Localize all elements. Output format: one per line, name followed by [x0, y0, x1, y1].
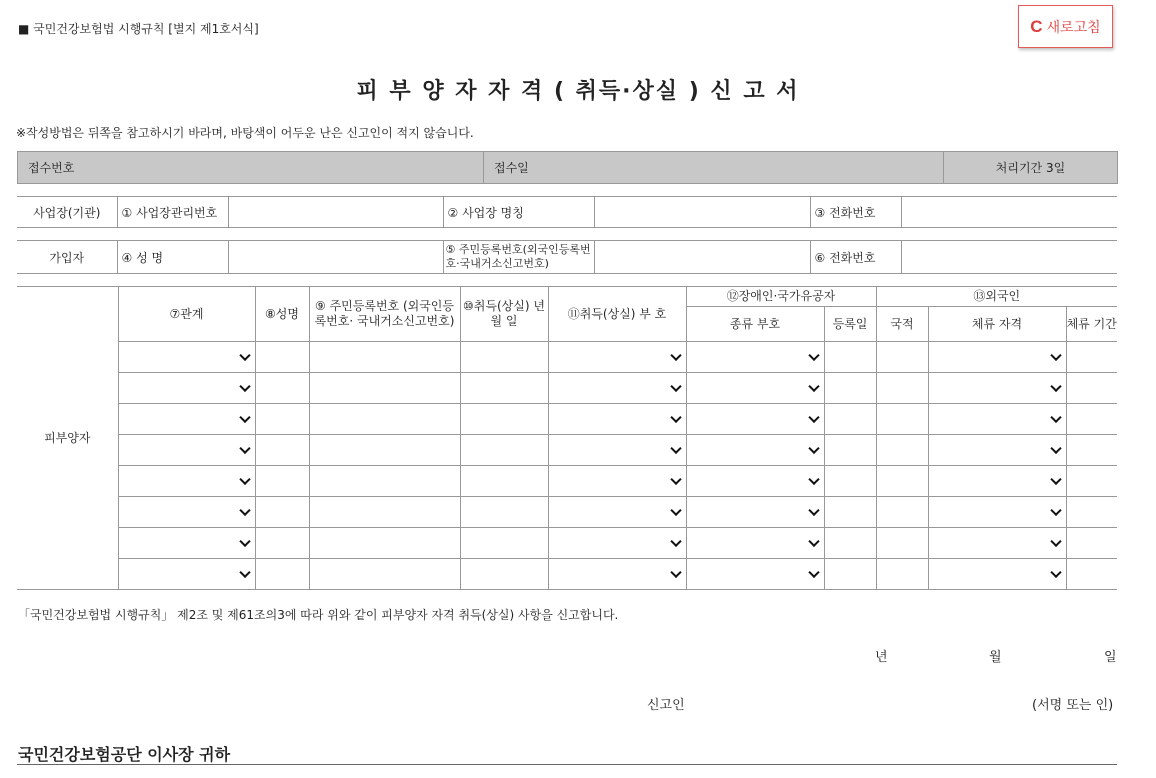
dependent-stay-period-field[interactable] [1066, 342, 1117, 373]
chevron-down-icon [239, 474, 250, 485]
dependent-rrn-field[interactable] [309, 559, 460, 590]
dependent-nationality-field[interactable] [876, 404, 928, 435]
chevron-down-icon [1050, 350, 1061, 361]
dependent-stay-period-field[interactable] [1066, 373, 1117, 404]
dependent-stay-status-select[interactable] [928, 528, 1066, 559]
dependent-rrn-field[interactable] [309, 404, 460, 435]
dependent-code-select[interactable] [548, 435, 686, 466]
chevron-down-icon [670, 567, 681, 578]
chevron-down-icon [808, 350, 819, 361]
dependent-reg-date-field[interactable] [824, 404, 876, 435]
dependent-date-field[interactable] [460, 466, 548, 497]
dependent-stay-status-select[interactable] [928, 466, 1066, 497]
dependent-rrn-field[interactable] [309, 528, 460, 559]
refresh-icon: C [1030, 17, 1043, 36]
dependent-type-code-select[interactable] [686, 404, 824, 435]
dependent-stay-period-field[interactable] [1066, 528, 1117, 559]
dependent-reg-date-field[interactable] [824, 435, 876, 466]
header-type-code: 종류 부호 [686, 307, 824, 342]
reporter-label: 신고인 [647, 698, 685, 713]
dependent-rrn-field[interactable] [309, 342, 460, 373]
header-stay-period: 체류 기간 [1066, 307, 1117, 342]
dependent-stay-status-select[interactable] [928, 559, 1066, 590]
dependent-nationality-field[interactable] [876, 373, 928, 404]
dependent-type-code-select[interactable] [686, 435, 824, 466]
dependent-relation-select[interactable] [118, 466, 255, 497]
signature-note: (서명 또는 인) [1032, 698, 1114, 713]
dependent-rrn-field[interactable] [309, 435, 460, 466]
dependent-nationality-field[interactable] [876, 342, 928, 373]
header-foreigner-group: ⑬외국인 [876, 287, 1117, 307]
dependent-stay-status-select[interactable] [928, 373, 1066, 404]
dependent-stay-period-field[interactable] [1066, 497, 1117, 528]
form-label: ■ 국민건강보험법 시행규칙 [별지 제1호서식] [18, 22, 259, 36]
dependent-code-select[interactable] [548, 373, 686, 404]
chevron-down-icon [808, 443, 819, 454]
dependent-name-field[interactable] [255, 435, 309, 466]
header-date: ⑩취득(상실) 년 월 일 [460, 287, 548, 342]
receipt-number-label: 접수번호 [18, 152, 484, 184]
chevron-down-icon [1050, 474, 1061, 485]
dependent-date-field[interactable] [460, 559, 548, 590]
refresh-button[interactable] [1018, 5, 1113, 48]
dependent-row [17, 528, 1117, 559]
dependent-date-field[interactable] [460, 497, 548, 528]
date-year-label: 년 [875, 650, 888, 665]
chevron-down-icon [1050, 567, 1061, 578]
dependent-relation-select[interactable] [118, 373, 255, 404]
workplace-table [17, 196, 1117, 228]
dependent-name-field[interactable] [255, 342, 309, 373]
chevron-down-icon [670, 474, 681, 485]
dependent-code-select[interactable] [548, 497, 686, 528]
chevron-down-icon [808, 567, 819, 578]
workplace-mgmt-no-field[interactable] [228, 197, 443, 228]
dependent-date-field[interactable] [460, 528, 548, 559]
header-relation: ⑦관계 [118, 287, 255, 342]
dependent-type-code-select[interactable] [686, 559, 824, 590]
dependent-name-field[interactable] [255, 404, 309, 435]
dependent-row [17, 404, 1117, 435]
subscriber-table [17, 240, 1117, 274]
chevron-down-icon [670, 381, 681, 392]
chevron-down-icon [670, 505, 681, 516]
dependent-stay-period-field[interactable] [1066, 435, 1117, 466]
chevron-down-icon [239, 350, 250, 361]
dependent-relation-select[interactable] [118, 435, 255, 466]
dependent-type-code-select[interactable] [686, 466, 824, 497]
dependent-relation-select[interactable] [118, 404, 255, 435]
chevron-down-icon [239, 567, 250, 578]
header-nationality: 국적 [876, 307, 928, 342]
dependent-type-code-select[interactable] [686, 342, 824, 373]
dependent-reg-date-field[interactable] [824, 466, 876, 497]
dependent-type-code-select[interactable] [686, 373, 824, 404]
dependent-stay-status-select[interactable] [928, 497, 1066, 528]
page-title: 피 부 양 자 자 격 ( 취득·상실 ) 신 고 서 [356, 79, 800, 104]
dependent-reg-date-field[interactable] [824, 342, 876, 373]
chevron-down-icon [239, 536, 250, 547]
dependent-rrn-field[interactable] [309, 373, 460, 404]
dependent-nationality-field[interactable] [876, 466, 928, 497]
dependent-date-field[interactable] [460, 404, 548, 435]
dependent-row [17, 497, 1117, 528]
chevron-down-icon [1050, 381, 1061, 392]
dependent-row [17, 559, 1117, 590]
header-disabled-group: ⑫장애인·국가유공자 [686, 287, 876, 307]
workplace-mgmt-no-label: ① 사업장관리번호 [117, 197, 228, 228]
dependent-rrn-field[interactable] [309, 466, 460, 497]
dependent-reg-date-field[interactable] [824, 528, 876, 559]
dependents-table [17, 286, 1117, 590]
chevron-down-icon [670, 536, 681, 547]
dependent-stay-period-field[interactable] [1066, 559, 1117, 590]
dependent-row [17, 435, 1117, 466]
chevron-down-icon [670, 350, 681, 361]
dependent-row [17, 373, 1117, 404]
dependent-rrn-field[interactable] [309, 497, 460, 528]
dependent-reg-date-field[interactable] [824, 559, 876, 590]
date-day-label: 일 [1104, 650, 1117, 665]
dependent-stay-status-select[interactable] [928, 435, 1066, 466]
workplace-row-label: 사업장(기관) [17, 197, 117, 228]
dependent-row [17, 342, 1117, 373]
header-code: ⑪취득(상실) 부 호 [548, 287, 686, 342]
dependent-code-select[interactable] [548, 466, 686, 497]
chevron-down-icon [239, 381, 250, 392]
chevron-down-icon [1050, 536, 1061, 547]
dependent-nationality-field[interactable] [876, 497, 928, 528]
dependent-row [17, 466, 1117, 497]
dependent-stay-status-select[interactable] [928, 342, 1066, 373]
workplace-name-field[interactable] [594, 197, 810, 228]
receipt-table [17, 151, 1118, 184]
dependent-date-field[interactable] [460, 373, 548, 404]
notice-text: ※작성방법은 뒤쪽을 참고하시기 바라며, 바탕색이 어두운 난은 신고인이 적지 않습니다. [16, 126, 474, 140]
dependent-reg-date-field[interactable] [824, 373, 876, 404]
subscriber-rrn-field[interactable] [594, 241, 810, 274]
dependent-nationality-field[interactable] [876, 528, 928, 559]
processing-period-label: 처리기간 3일 [944, 152, 1118, 184]
dependent-code-select[interactable] [548, 342, 686, 373]
dependent-stay-status-select[interactable] [928, 404, 1066, 435]
chevron-down-icon [1050, 443, 1061, 454]
dependent-name-field[interactable] [255, 559, 309, 590]
chevron-down-icon [808, 412, 819, 423]
workplace-phone-field[interactable] [901, 197, 1117, 228]
workplace-name-label: ② 사업장 명칭 [443, 197, 594, 228]
chevron-down-icon [670, 443, 681, 454]
chevron-down-icon [808, 381, 819, 392]
dependent-relation-select[interactable] [118, 342, 255, 373]
dependent-name-field[interactable] [255, 466, 309, 497]
bottom-divider [17, 764, 1117, 765]
chevron-down-icon [239, 412, 250, 423]
addressee: 국민건강보험공단 이사장 귀하 [18, 745, 231, 764]
dependents-row-label: 피부양자 [17, 287, 118, 590]
dependent-relation-select[interactable] [118, 559, 255, 590]
dependent-stay-period-field[interactable] [1066, 466, 1117, 497]
dependent-nationality-field[interactable] [876, 435, 928, 466]
dependent-code-select[interactable] [548, 528, 686, 559]
header-name: ⑧성명 [255, 287, 309, 342]
dependent-type-code-select[interactable] [686, 497, 824, 528]
dependent-name-field[interactable] [255, 373, 309, 404]
chevron-down-icon [239, 443, 250, 454]
dependent-code-select[interactable] [548, 404, 686, 435]
dependent-stay-period-field[interactable] [1066, 404, 1117, 435]
subscriber-phone-field[interactable] [901, 241, 1117, 274]
chevron-down-icon [808, 536, 819, 547]
header-rrn: ⑨ 주민등록번호 (외국인등록번호· 국내거소신고번호) [309, 287, 460, 342]
chevron-down-icon [808, 474, 819, 485]
declaration-statement: 「국민건강보험법 시행규칙」 제2조 및 제61조의3에 따라 위와 같이 피부양자 자격 취득(상실) 사항을 신고합니다. [18, 608, 619, 622]
chevron-down-icon [1050, 505, 1061, 516]
receipt-date-label: 접수일 [484, 152, 944, 184]
chevron-down-icon [670, 412, 681, 423]
date-month-label: 월 [989, 650, 1002, 665]
refresh-label: 새로고침 [1046, 18, 1101, 35]
dependent-code-select[interactable] [548, 559, 686, 590]
subscriber-name-field[interactable] [228, 241, 443, 274]
workplace-phone-label: ③ 전화번호 [810, 197, 901, 228]
chevron-down-icon [1050, 412, 1061, 423]
dependent-date-field[interactable] [460, 342, 548, 373]
header-reg-date: 등록일 [824, 307, 876, 342]
chevron-down-icon [239, 505, 250, 516]
subscriber-name-label: ④ 성 명 [117, 241, 228, 274]
dependent-name-field[interactable] [255, 528, 309, 559]
dependent-reg-date-field[interactable] [824, 497, 876, 528]
header-stay-status: 체류 자격 [928, 307, 1066, 342]
subscriber-row-label: 가입자 [17, 241, 117, 274]
chevron-down-icon [808, 505, 819, 516]
dependent-date-field[interactable] [460, 435, 548, 466]
dependent-name-field[interactable] [255, 497, 309, 528]
subscriber-rrn-label: ⑤ 주민등록번호(외국인등록번호·국내거소신고번호) [443, 241, 594, 274]
dependent-relation-select[interactable] [118, 497, 255, 528]
dependent-type-code-select[interactable] [686, 528, 824, 559]
subscriber-phone-label: ⑥ 전화번호 [810, 241, 901, 274]
dependent-nationality-field[interactable] [876, 559, 928, 590]
dependent-relation-select[interactable] [118, 528, 255, 559]
